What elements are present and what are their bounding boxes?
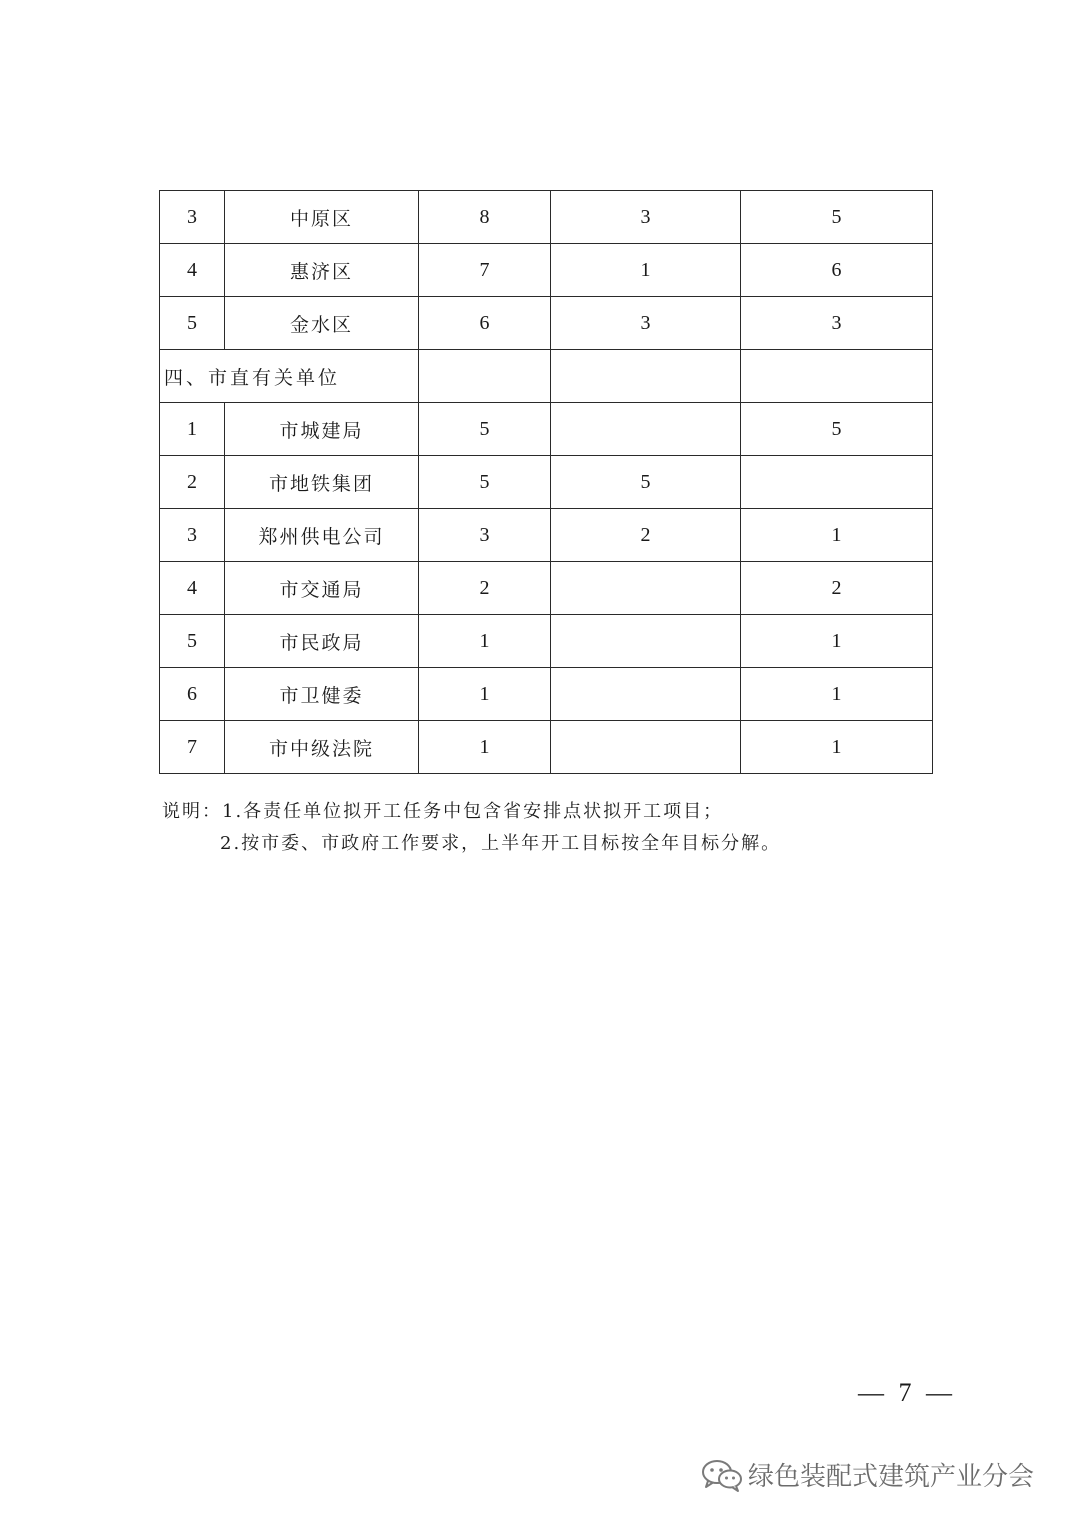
section-label: 四、市直有关单位 [160,350,419,403]
value-cell-3: 2 [741,562,933,615]
unit-name-cell: 市民政局 [225,615,419,668]
unit-name-cell: 惠济区 [225,244,419,297]
index-cell: 3 [160,509,225,562]
value-cell-2: 5 [551,456,741,509]
wechat-icon [700,1457,744,1493]
table-row [160,615,933,668]
index-cell: 4 [160,244,225,297]
table-row [160,297,933,350]
value-cell-3: 1 [741,668,933,721]
index-cell: 4 [160,562,225,615]
value-cell-3: 5 [741,403,933,456]
table-row [160,456,933,509]
table-row [160,668,933,721]
index-cell: 7 [160,721,225,774]
table-row [160,562,933,615]
index-cell: 6 [160,668,225,721]
note-line-1: 说明：1.各责任单位拟开工任务中包含省安排点状拟开工项目； [162,801,724,822]
unit-name-cell: 市城建局 [225,403,419,456]
value-cell-3: 3 [741,297,933,350]
unit-name-cell: 郑州供电公司 [225,509,419,562]
table-row [160,403,933,456]
empty-cell [419,350,551,403]
value-cell-3: 1 [741,509,933,562]
value-cell-1: 1 [419,668,551,721]
unit-name-cell: 市交通局 [225,562,419,615]
value-cell-3: 6 [741,244,933,297]
unit-name-cell: 市地铁集团 [225,456,419,509]
value-cell-2 [551,721,741,774]
value-cell-3: 1 [741,721,933,774]
empty-cell [551,350,741,403]
watermark [700,1456,1034,1493]
value-cell-1: 1 [419,721,551,774]
value-cell-2: 3 [551,191,741,244]
unit-name-cell: 金水区 [225,297,419,350]
value-cell-1: 3 [419,509,551,562]
value-cell-1: 5 [419,403,551,456]
index-cell: 5 [160,615,225,668]
page-number: — 7 — [858,1378,956,1407]
value-cell-3: 5 [741,191,933,244]
value-cell-2: 3 [551,297,741,350]
section-row [160,350,933,403]
value-cell-1: 8 [419,191,551,244]
unit-name-cell: 中原区 [225,191,419,244]
table-row [160,244,933,297]
value-cell-1: 2 [419,562,551,615]
value-cell-2: 1 [551,244,741,297]
value-cell-2 [551,562,741,615]
value-cell-2 [551,403,741,456]
empty-cell [741,350,933,403]
notes [162,796,781,860]
index-cell: 3 [160,191,225,244]
table-row [160,721,933,774]
watermark-text: 绿色装配式建筑产业分会 [748,1462,1035,1492]
value-cell-1: 5 [419,456,551,509]
index-cell: 5 [160,297,225,350]
value-cell-1: 7 [419,244,551,297]
value-cell-2 [551,668,741,721]
task-table [159,190,933,774]
index-cell: 2 [160,456,225,509]
table-body [160,191,933,774]
value-cell-1: 6 [419,297,551,350]
value-cell-2: 2 [551,509,741,562]
value-cell-3: 1 [741,615,933,668]
note-line-2: 2.按市委、市政府工作要求，上半年开工目标按全年目标分解。 [220,833,782,854]
value-cell-1: 1 [419,615,551,668]
table-row [160,509,933,562]
table-row [160,191,933,244]
value-cell-2 [551,615,741,668]
unit-name-cell: 市中级法院 [225,721,419,774]
value-cell-3 [741,456,933,509]
unit-name-cell: 市卫健委 [225,668,419,721]
index-cell: 1 [160,403,225,456]
